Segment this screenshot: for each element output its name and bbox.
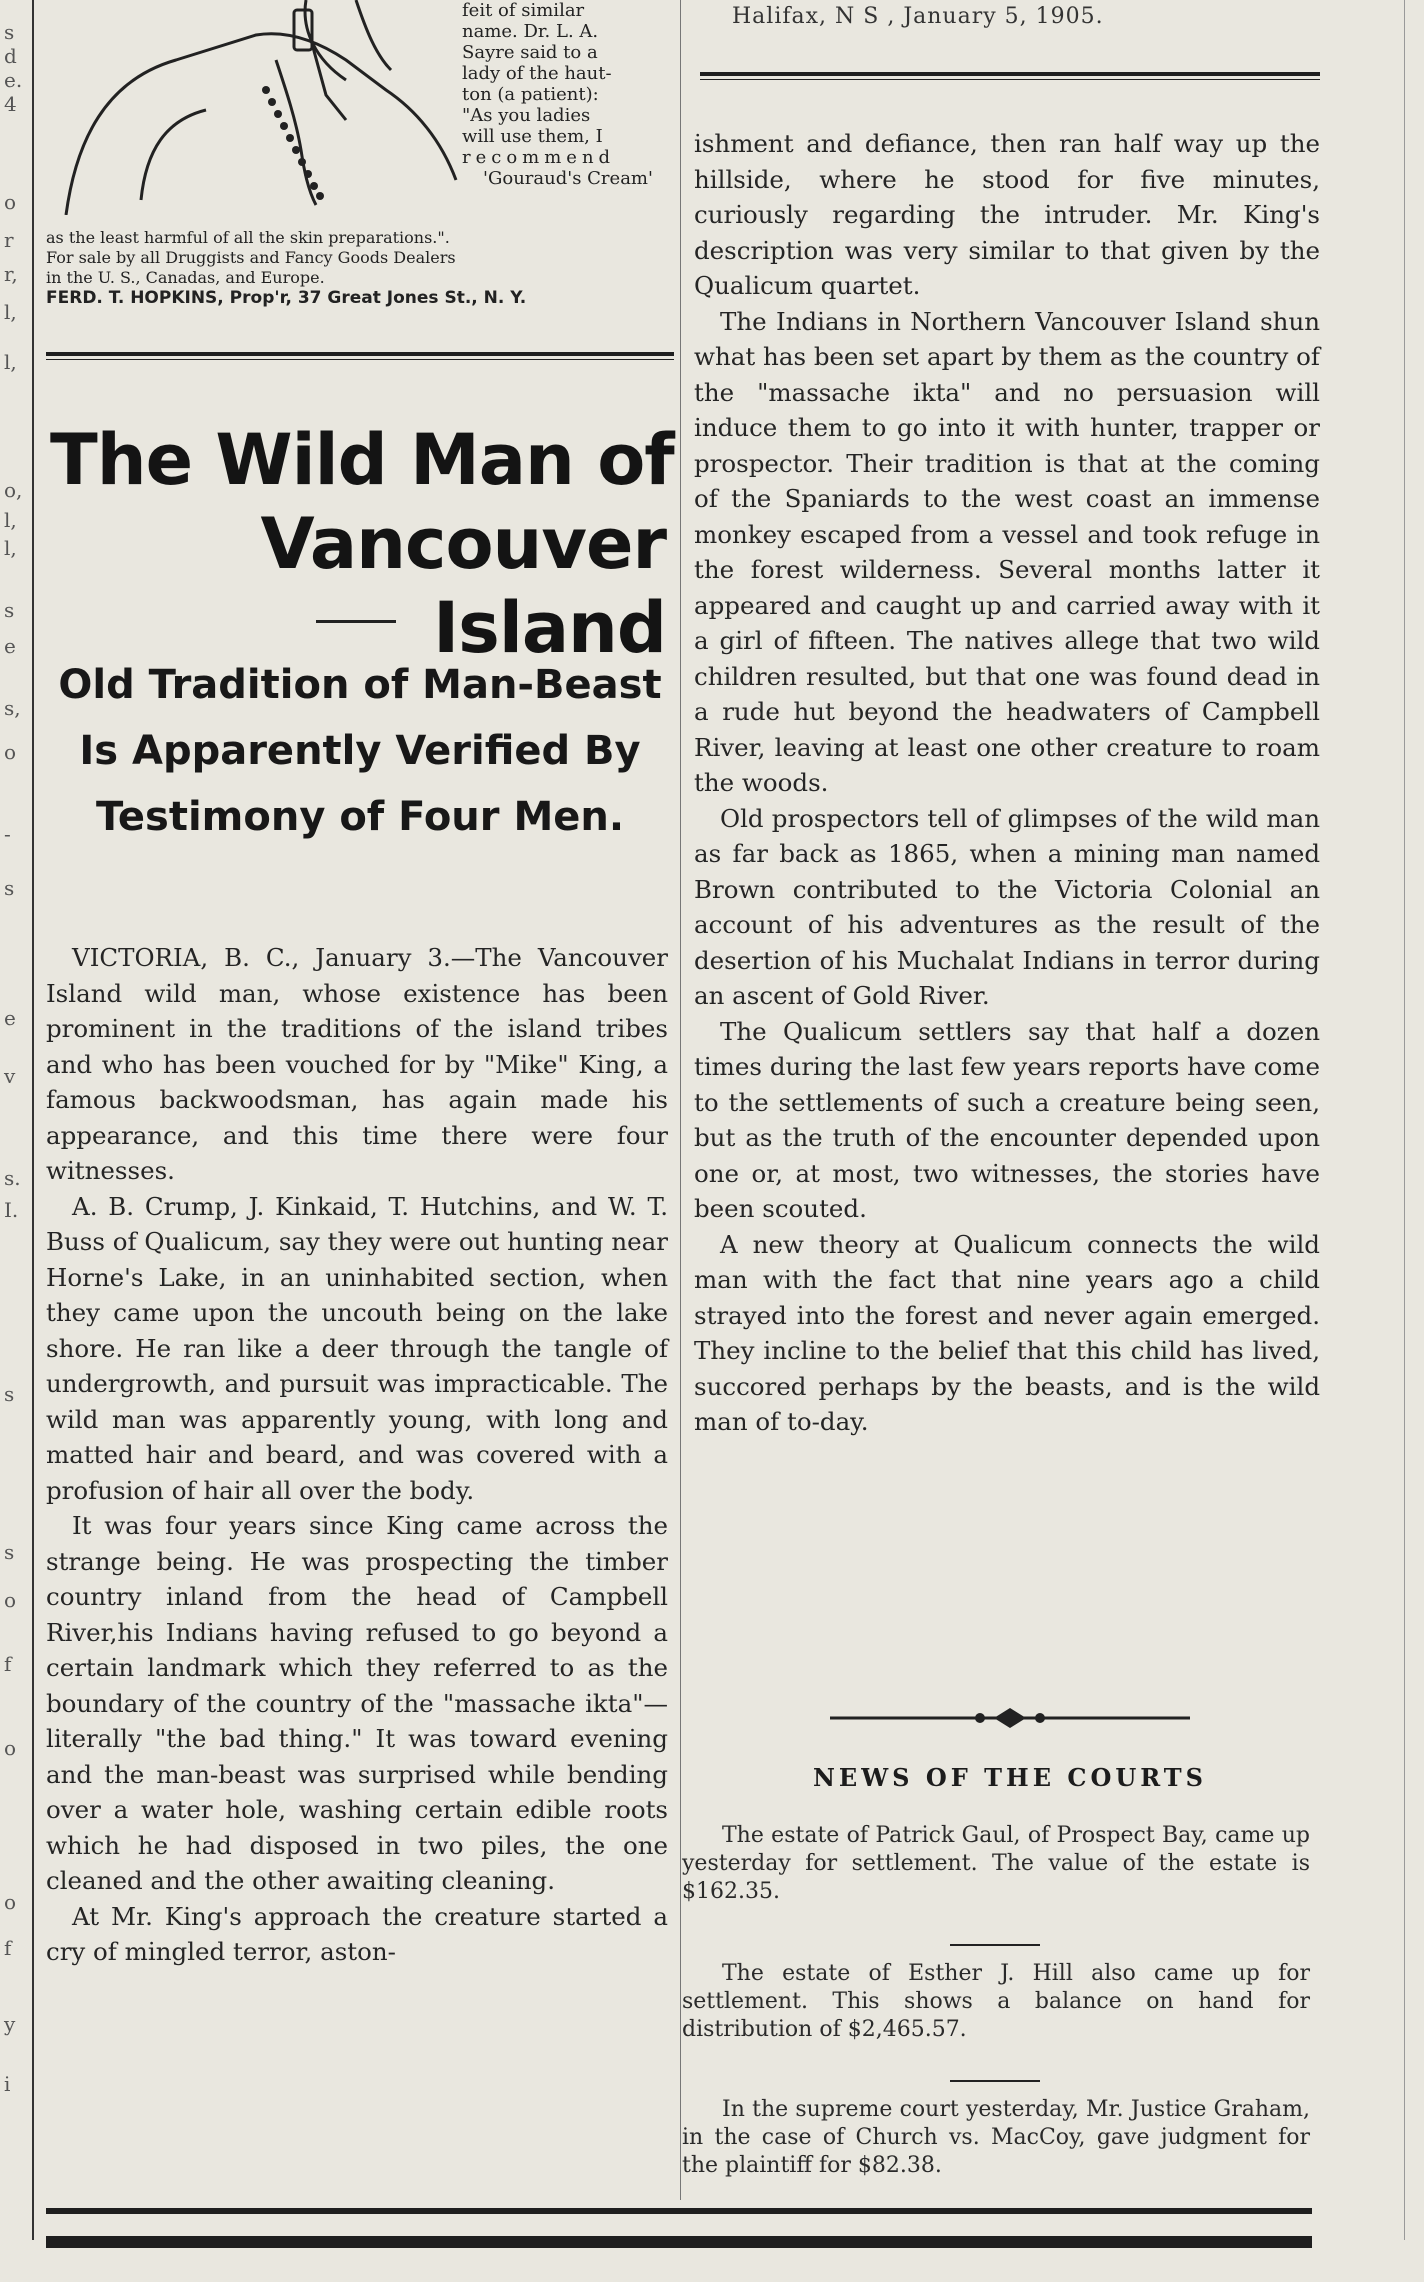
gutter-fragment: s (4, 1540, 15, 1564)
gutter-fragment: d (4, 44, 17, 68)
gutter-fragment: o (4, 1588, 17, 1612)
ad-proprietor: FERD. T. HOPKINS, Prop'r, 37 Great Jones St., N. Y. (46, 288, 527, 308)
gutter-fragment: r (4, 228, 14, 252)
court-item (682, 1960, 1310, 2044)
article-paragraph: The Qualicum settlers say that half a dozen times during the last few years reports have come to the settlements of such a creature being seen, but as the truth of the encounter depended upon one or, at most, two witnesses, the stories have been scouted. (694, 1016, 1320, 1223)
court-item (682, 1822, 1310, 1906)
gutter-fragment: o (4, 190, 17, 214)
gutter-fragment: y (4, 2012, 16, 2036)
gutter-fragment: s (4, 876, 15, 900)
article-paragraph: The Indians in Northern Vancouver Island shun what has been set apart by them as the country of the "massache ikta" and no persuasion will induce them to go into it with hunter, trapper or prospector. Their tradition is that at the coming of the Spaniards to the west coast an immense monkey escaped from a vessel and took refuge in the forest wilderness. Several months latter it appeared and caught up and carried away with it a girl of fifteen. The natives allege that two wild children resulted, but that one was found dead in a rude hut beyond the headwaters of Campbell River, leaving at least one other creature to roam the woods. (694, 306, 1320, 797)
gutter-fragment: - (4, 822, 11, 846)
ad-footer (46, 228, 674, 308)
gutter-fragment: e (4, 1006, 16, 1030)
court-item-text: The estate of Esther J. Hill also came up for settlement. This shows a balance on hand for distribution of $2,465.57. (682, 1961, 1310, 2042)
ad-line: ton (a patient): (462, 84, 599, 105)
gutter-fragment: s. (4, 1166, 21, 1190)
ad-line: will use them, I (462, 126, 603, 147)
headline-separator (316, 620, 396, 623)
ornament-divider (830, 1706, 1190, 1730)
gutter-fragment: o (4, 1736, 17, 1760)
gutter-fragment: o, (4, 478, 23, 502)
ad-line: 'Gouraud's Cream' (483, 168, 653, 189)
gutter-fragment: o (4, 1890, 17, 1914)
gutter-fragment: e (4, 634, 16, 658)
article-column-2 (694, 126, 1320, 1440)
gutter-fragment: 4 (4, 92, 17, 116)
ad-line: feit of similar (462, 0, 585, 21)
court-item-text: In the supreme court yesterday, Mr. Justice Graham, in the case of Church vs. MacCoy, gave judgment for the plaintiff for $82.38. (682, 2097, 1310, 2178)
right-column-rule (1404, 0, 1405, 2240)
ad-line: lady of the haut- (462, 63, 612, 84)
gutter-fragment: r, (4, 262, 18, 286)
ad-line: "As you ladies (462, 105, 591, 126)
ad-footer-line: as the least harmful of all the skin preparations.". (46, 228, 450, 247)
gutter-fragment: l, (4, 350, 17, 374)
bottom-rule (46, 2208, 1312, 2214)
ad-bottom-rule-thin (46, 359, 674, 360)
ad-line: Sayre said to a (462, 42, 598, 63)
gutter-fragment: s, (4, 696, 21, 720)
gutter-fragment: l, (4, 300, 17, 324)
ad-footer-line: For sale by all Druggists and Fancy Goods Dealers (46, 248, 456, 267)
ad-testimonial-text (462, 0, 674, 189)
headline-line: The Wild Man of (50, 419, 674, 501)
headline-line: Vancouver Island (260, 503, 666, 669)
article-headline (46, 418, 674, 670)
gutter-fragment: e. (4, 68, 23, 92)
top-dateline: Halifax, N S , January 5, 1905. (732, 4, 1104, 29)
article-paragraph: A. B. Crump, J. Kinkaid, T. Hutchins, and W. T. Buss of Qualicum, say they were out hunting near Horne's Lake, in an uninhabited section, when they came upon the uncouth being on the lake shore. He ran like a deer through the tangle of undergrowth, and pursuit was impracticable. The wild man was apparently young, with long and matted hair and beard, and was covered with a profusion of hair all over the body. (46, 1191, 668, 1505)
ad-line: name. Dr. L. A. (462, 21, 599, 42)
article-paragraph: At Mr. King's approach the creature started a cry of mingled terror, aston- (46, 1901, 668, 1966)
court-item-text: The estate of Patrick Gaul, of Prospect Bay, came up yesterday for settlement. The value of the estate is $162.35. (682, 1823, 1310, 1904)
article-paragraph: VICTORIA, B. C., January 3.—The Vancouver Island wild man, whose existence has been prominent in the traditions of the island tribes and who has been vouched for by "Mike" King, a famous backwoodsman, has again made his appearance, and this time there were four witnesses. (46, 943, 668, 1185)
left-column-rule (32, 0, 34, 2240)
court-separator (950, 1944, 1040, 1946)
gutter-fragment: i (4, 2072, 11, 2096)
gutter-fragment: s (4, 1382, 15, 1406)
gutter-fragment: s (4, 20, 15, 44)
court-separator (950, 2080, 1040, 2082)
article-paragraph: ishment and defiance, then ran half way up the hillside, where he stood for five minutes, curiously regarding the intruder. Mr. King's description was very similar to that given by the Qualicum quartet. (694, 129, 1320, 300)
woman-illustration (46, 0, 466, 215)
gutter-fragment: s (4, 598, 15, 622)
article-paragraph: Old prospectors tell of glimpses of the wild man as far back as 1865, when a mining man named Brown contributed to the Victoria Colonial an account of his adventures as the result of the desertion of his Muchalat Indians in terror during an ascent of Gold River. (694, 803, 1320, 1010)
courts-heading: NEWS OF THE COURTS (812, 1763, 1207, 1792)
gutter-fragment: v (4, 1064, 16, 1088)
gutter-fragment: f (4, 1936, 12, 1960)
article-paragraph: It was four years since King came across the strange being. He was prospecting the timber country inland from the head of Campbell River,his Indians having refused to go beyond a certain landmark which they referred to as the boundary of the country of the "massache ikta"—literally "the bad thing." It was toward evening and the man-beast was surprised while bending over a water hole, washing certain edible roots which he had disposed in two piles, the one cleaned and the other awaiting cleaning. (46, 1511, 668, 1895)
top-right-rule (700, 72, 1320, 76)
article-subheadline: Old Tradition of Man-Beast Is Apparently Verified By Testimony of Four Men. (58, 662, 662, 840)
bottom-rule-heavy (46, 2236, 1312, 2248)
top-right-rule-thin (700, 79, 1320, 80)
gutter-fragment: l, (4, 508, 17, 532)
court-item (682, 2096, 1310, 2180)
ad-footer-line: in the U. S., Canadas, and Europe. (46, 268, 325, 287)
article-paragraph: A new theory at Qualicum connects the wild man with the fact that nine years ago a child strayed into the forest and never again emerged. They incline to the belief that this child has lived, succored perhaps by the beasts, and is the wild man of to-day. (694, 1229, 1320, 1436)
gutter-fragment: I. (4, 1198, 19, 1222)
center-column-rule (680, 0, 681, 2200)
gutter-fragment: l, (4, 536, 17, 560)
ad-bottom-rule (46, 352, 674, 356)
article-column-1 (46, 940, 668, 1970)
gutter-fragment: f (4, 1652, 12, 1676)
gutter-fragment: o (4, 740, 17, 764)
ad-line: recommend (462, 147, 616, 168)
